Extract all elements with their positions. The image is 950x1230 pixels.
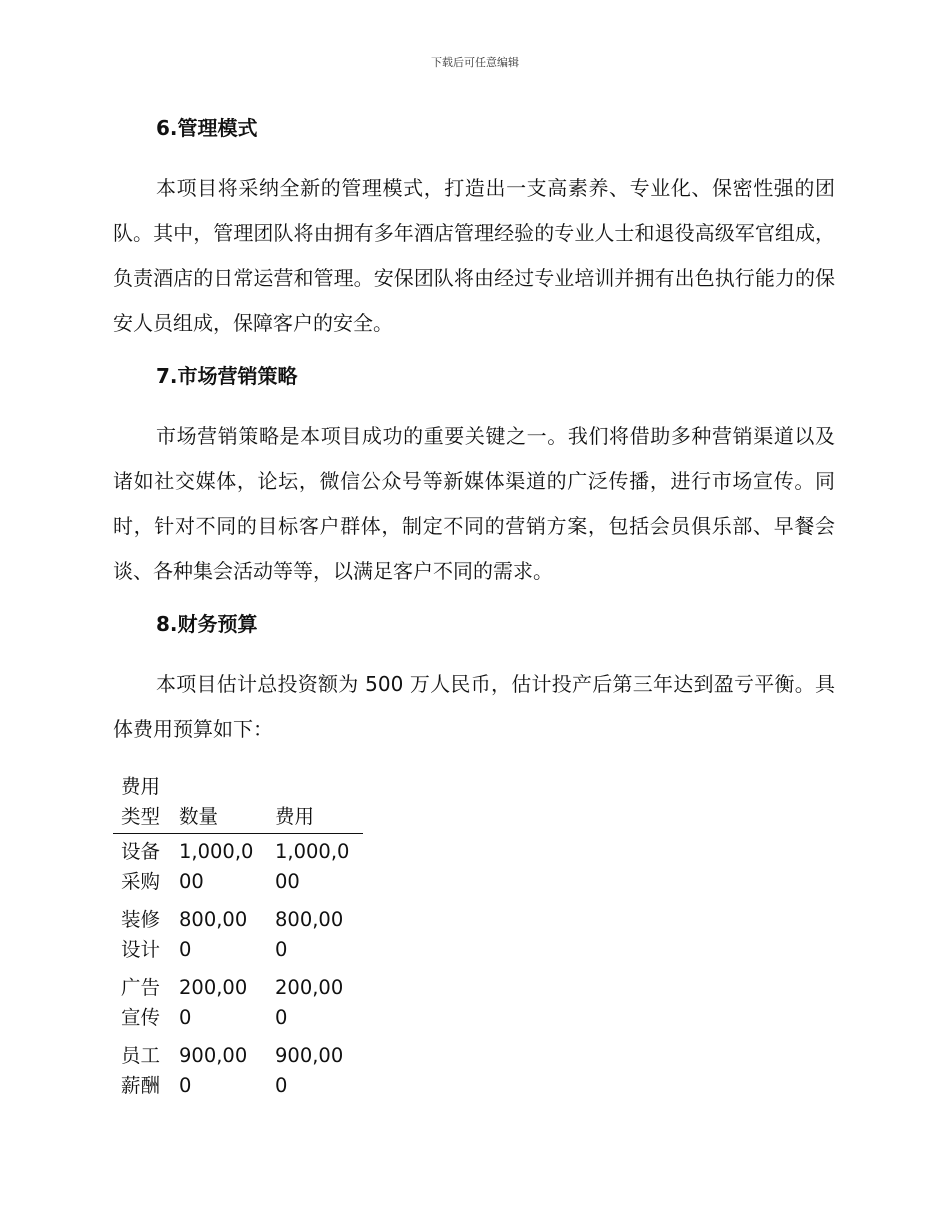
document-body: [113, 112, 835, 1106]
column-header-type: 费用类型: [113, 772, 171, 834]
cell-type: 员工薪酬: [121, 1044, 161, 1097]
table-row: [113, 834, 363, 903]
cell-cost: 1,000,000: [275, 840, 350, 893]
cell-quantity: 1,000,000: [179, 840, 254, 893]
section-heading: 7.市场营销策略: [156, 364, 298, 388]
budget-table: [113, 772, 363, 1106]
table-row: [113, 970, 363, 1038]
column-header-quantity: 数量: [171, 772, 267, 834]
cell-quantity: 200,000: [179, 976, 248, 1029]
cell-type: 设备采购: [121, 840, 161, 893]
section-paragraph: 市场营销策略是本项目成功的重要关键之一。我们将借助多种营销渠道以及诸如社交媒体，论坛，微信公众号等新媒体渠道的广泛传播，进行市场宣传。同时，针对不同的目标客户群体，制定不同的营销方案，包括会员俱乐部、早餐会谈、各种集会活动等等，以满足客户不同的需求。: [113, 424, 835, 583]
cell-cost: 900,000: [275, 1044, 344, 1097]
table-header-row: [113, 772, 363, 834]
cell-cost: 800,000: [275, 908, 344, 961]
section-marketing-strategy: [113, 360, 835, 594]
cell-quantity: 900,000: [179, 1044, 248, 1097]
section-paragraph: 本项目将采纳全新的管理模式，打造出一支高素养、专业化、保密性强的团队。其中，管理团队将由拥有多年酒店管理经验的专业人士和退役高级军官组成，负责酒店的日常运营和管理。安保团队将由经过专业培训并拥有出色执行能力的保安人员组成，保障客户的安全。: [113, 176, 835, 335]
table-row: [113, 902, 363, 970]
section-management-model: [113, 112, 835, 346]
budget-table-container: [113, 772, 835, 1106]
section-financial-budget: [113, 608, 835, 752]
cell-type: 广告宣传: [121, 976, 161, 1029]
section-paragraph: 本项目估计总投资额为 500 万人民币，估计投产后第三年达到盈亏平衡。具体费用预算如下：: [113, 672, 835, 741]
cell-cost: 200,000: [275, 976, 344, 1029]
column-header-cost: 费用: [267, 772, 363, 834]
section-heading: 6.管理模式: [156, 116, 258, 140]
section-heading: 8.财务预算: [156, 612, 258, 636]
page-header: 下载后可任意编辑: [431, 56, 519, 69]
cell-quantity: 800,000: [179, 908, 248, 961]
table-row: [113, 1038, 363, 1106]
cell-type: 装修设计: [121, 908, 161, 961]
